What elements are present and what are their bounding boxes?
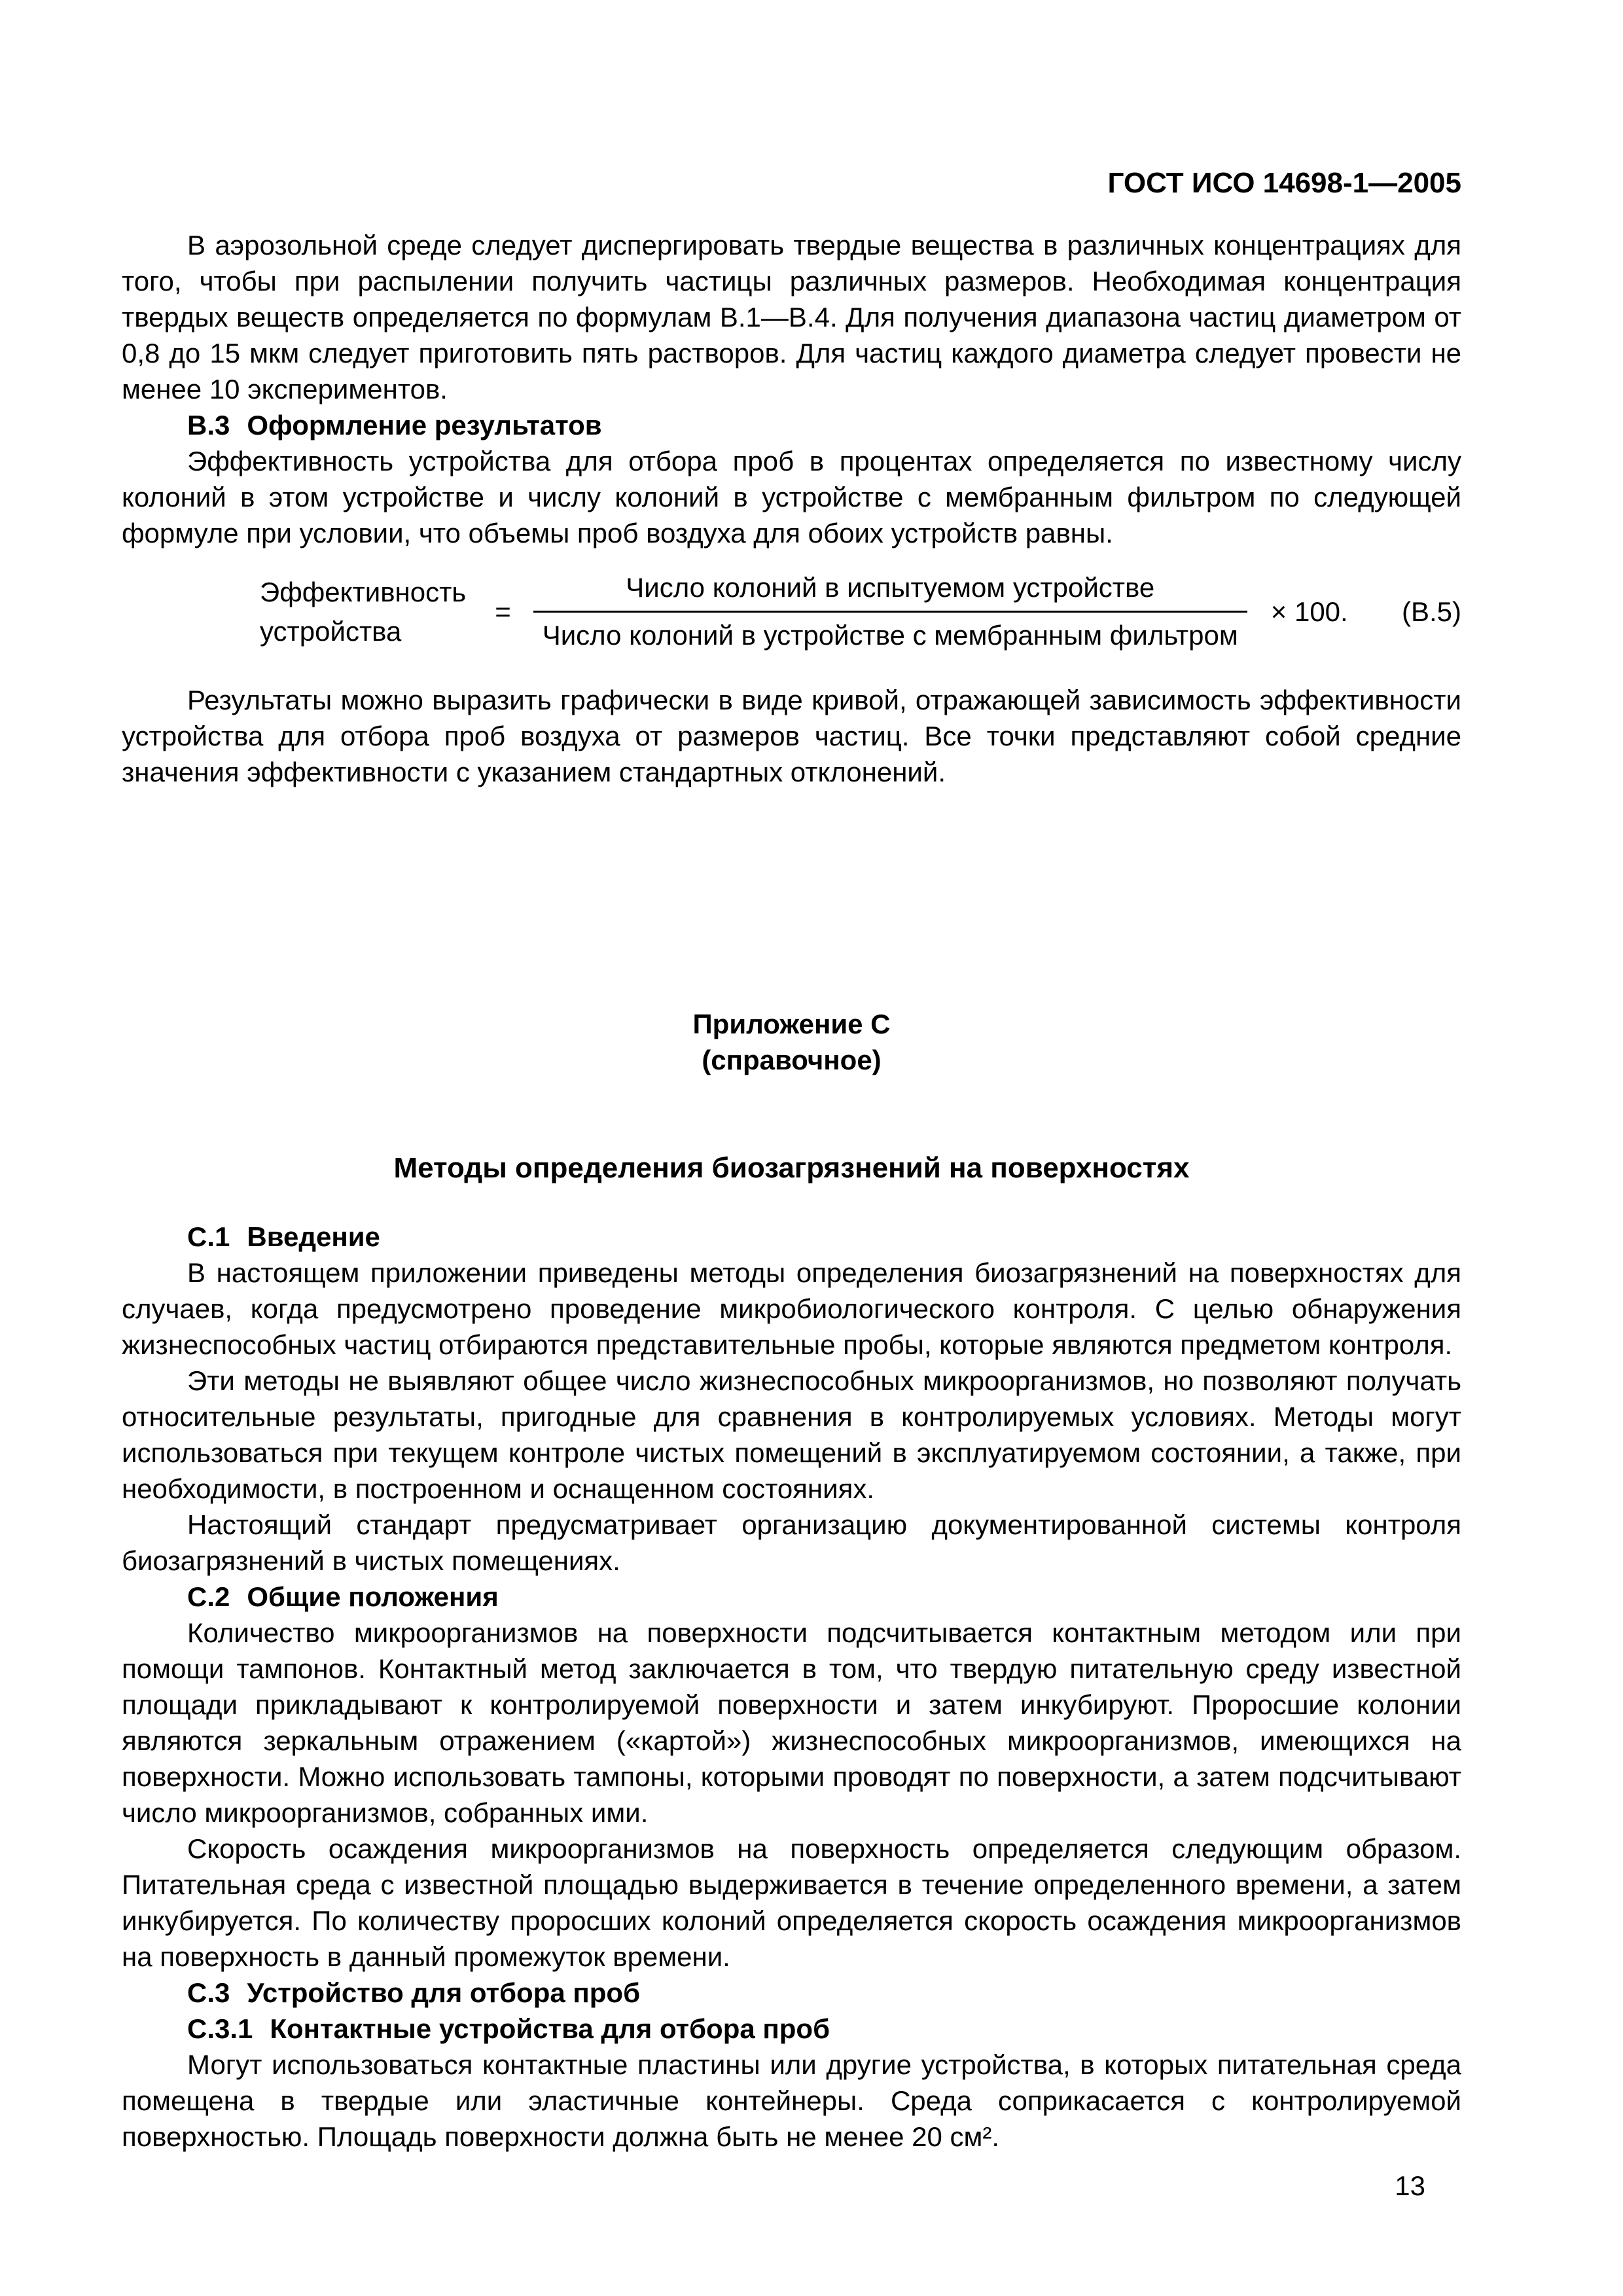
heading-b3-title: Оформление результатов [247, 410, 602, 440]
paragraph-c31-contact-plates: Могут использоваться контактные пластины или другие устройства, в которых питательная среда помещена в твердые или эластичные контейнеры. Среда соприкасается с контролируемой поверхностью. Площадь поверхности должна быть не менее 20 см². [122, 2049, 1461, 2152]
appendix-c-heading: Приложение С [692, 1009, 891, 1039]
fraction-numerator: Число колоний в испытуемом устройстве [626, 572, 1155, 603]
paragraph-efficiency-definition: Эффективность устройства для отбора проб в процентах определяется по известному числу колоний в этом устройстве и числу колоний в устройстве с мембранным фильтром по следующей формуле при условии, что объемы проб воздуха для обоих устройств равны. [122, 446, 1461, 548]
heading-c3-title: Устройство для отбора проб [247, 1977, 641, 2008]
formula-lhs-line2: устройства [260, 615, 402, 647]
equals-sign: = [495, 596, 511, 627]
paragraph-aerosol-dispersion: В аэрозольной среде следует диспергировать твердые вещества в различных концентрациях для того, чтобы при распылении получить частицы различных размеров. Необходимая концентрация твердых веществ определяется по формулам В.1—В.4. Для получения диапазона частиц диаметром от 0,8 до 15 мкм следует приготовить пять растворов. Для частиц каждого диаметра следует провести не менее 10 экспериментов. [122, 230, 1461, 404]
heading-c31-number: С.3.1 [187, 2013, 253, 2044]
fraction-denominator: Число колоний в устройстве с мембранным фильтром [533, 611, 1247, 653]
formula-number-label: (В.5) [1401, 596, 1461, 627]
paragraph-c2-sedimentation: Скорость осаждения микроорганизмов на поверхность определяется следующим образом. Питательная среда с известной площадью выдерживается в течение определенного времени, а затем инкубируется. По количеству проросших колоний определяется скорость осаждения микроорганизмов на поверхность в данный промежуток времени. [122, 1833, 1461, 1972]
heading-c3-number: С.3 [187, 1977, 230, 2008]
paragraph-results-curve: Результаты можно выразить графически в виде кривой, отражающей зависимость эффективности устройства для отбора проб воздуха от размеров частиц. Все точки представляют собой средние значения эффективности с указанием стандартных отклонений. [122, 685, 1461, 787]
paragraph-c1-standard: Настоящий стандарт предусматривает организацию документированной системы контроля биозагрязнений в чистых помещениях. [122, 1509, 1461, 1576]
heading-c3 [122, 1975, 1461, 2011]
heading-c31 [122, 2011, 1461, 2047]
formula-lhs [260, 573, 466, 651]
appendix-c-title: Методы определения биозагрязнений на поверхностях [393, 1152, 1190, 1184]
page-number: 13 [1395, 2170, 1425, 2201]
heading-c1 [122, 1219, 1461, 1255]
doc-code-header: ГОСТ ИСО 14698-1—2005 [1107, 167, 1461, 199]
heading-c1-title: Введение [247, 1221, 380, 1252]
formula-b5 [122, 571, 1461, 653]
heading-b3 [122, 407, 1461, 443]
heading-c2-title: Общие положения [247, 1581, 499, 1612]
paragraph-c2-contact-method: Количество микроорганизмов на поверхности подсчитывается контактным методом или при помощи тампонов. Контактный метод заключается в том, что твердую питательную среду известной площади прикладывают к контролируемой поверхности и затем инкубируют. Проросшие колонии являются зеркальным отражением («картой») жизнеспособных микроорганизмов, имеющихся на поверхности. Можно использовать тампоны, которыми проводят по поверхности, а затем подсчитывают число микроорганизмов, собранных ими. [122, 1617, 1461, 1828]
heading-c31-title: Контактные устройства для отбора проб [270, 2013, 830, 2044]
formula-fraction [533, 571, 1247, 653]
heading-c2 [122, 1579, 1461, 1615]
paragraph-c1-methods: Эти методы не выявляют общее число жизнеспособных микроорганизмов, но позволяют получать относительные результаты, пригодные для сравнения в контролируемых условиях. Методы могут использоваться при текущем контроле чистых помещений в эксплуатируемом состоянии, а также, при необходимости, в построенном и оснащенном состояниях. [122, 1365, 1461, 1504]
formula-lhs-line1: Эффективность [260, 576, 467, 607]
heading-c2-number: С.2 [187, 1581, 230, 1612]
formula-multiplier: × 100. [1270, 596, 1348, 627]
heading-c1-number: С.1 [187, 1221, 230, 1252]
heading-b3-number: В.3 [187, 410, 230, 440]
paragraph-c1-intro: В настоящем приложении приведены методы определения биозагрязнений на поверхностях для случаев, когда предусмотрено проведение микробиологического контроля. С целью обнаружения жизнеспособных частиц отбираются представительные пробы, которые являются предметом контроля. [122, 1257, 1461, 1360]
appendix-c-note: (справочное) [702, 1045, 882, 1075]
